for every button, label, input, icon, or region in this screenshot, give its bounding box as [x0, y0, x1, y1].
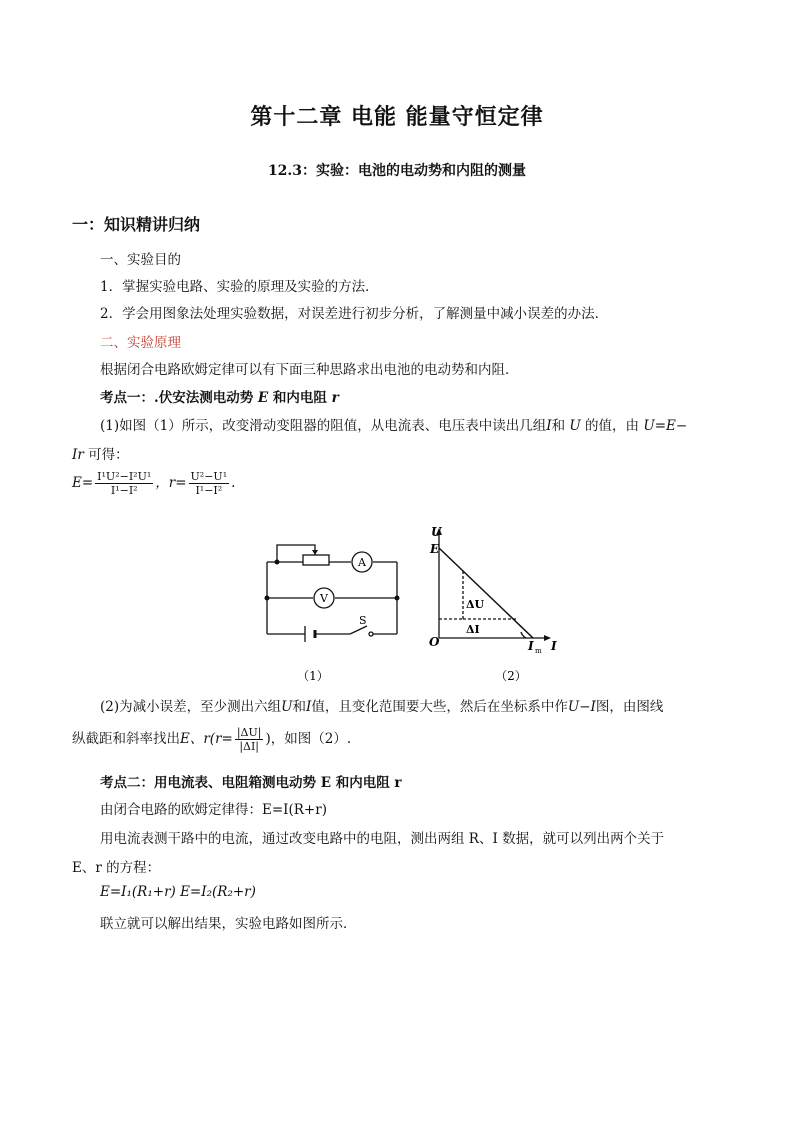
rheostat-tap-wire	[277, 545, 315, 562]
purpose-item-1: 1．掌握实验电路、实验的原理及实验的方法．	[100, 279, 379, 295]
paragraph-2-line-2	[72, 726, 351, 753]
figure2-caption: （2）	[495, 669, 527, 683]
formula-r-fraction	[189, 470, 230, 497]
p1-text-a: (1)如图（1）所示，改变滑动变阻器的阻值，从电流表、电压表中读出几组	[100, 418, 547, 434]
ammeter-label: A	[358, 556, 366, 569]
y-axis-label: U	[431, 525, 442, 539]
kd2-line-1: 由闭合电路的欧姆定律得：E=I(R+r)	[100, 802, 327, 818]
kd2-equations: E=I₁(R₁+r) E=I₂(R₂+r)	[100, 884, 256, 900]
p1-u-symbol: U	[569, 418, 581, 434]
p2-ui-symbol: U−I	[567, 699, 596, 715]
p1-text-e: 可得：	[88, 447, 129, 463]
ui-line	[439, 548, 533, 638]
purpose-heading: 一、实验目的	[100, 252, 181, 268]
p2-i-symbol: I	[306, 699, 312, 715]
paragraph-1-line-2	[72, 443, 129, 463]
paragraph-2-line-1	[100, 695, 663, 715]
purpose-item-2: 2．学会用图象法处理实验数据，对误差进行初步分析，了解测量中减小误差的办法．	[100, 306, 609, 322]
junction-dot	[265, 596, 270, 601]
formula-e-fraction	[95, 470, 153, 497]
formula-line	[72, 470, 235, 497]
origin-label: O	[429, 635, 440, 649]
x-axis-label: I	[551, 639, 557, 653]
im-label: I	[528, 639, 534, 653]
kd1-r-symbol: r	[331, 390, 339, 406]
principle-heading: 二、实验原理	[100, 335, 181, 351]
delta-i-label: ΔI	[466, 623, 480, 636]
section-subtitle: 12.3：实验：电池的电动势和内阻的测量	[267, 163, 527, 179]
p1-i-symbol: I	[546, 418, 552, 434]
p3-fraction	[235, 726, 264, 753]
p2-u-symbol: U	[281, 699, 293, 715]
formula-e-lhs: E=	[72, 475, 94, 491]
p3-er-symbol: E、r(r=	[180, 731, 233, 747]
ui-graph-2	[425, 518, 570, 690]
x-arrow-icon	[544, 635, 551, 641]
formula-e-denominator: I¹−I²	[110, 484, 138, 497]
junction-dot	[395, 596, 400, 601]
formula-r-numerator: U²−U¹	[190, 470, 228, 483]
p2-text-b: 和	[292, 699, 307, 715]
key-point-2-title: 考点二：用电流表、电阻箱测电动势 E 和内电阻 r	[100, 775, 402, 791]
kd1-title-text: 考点一：.伏安法测电动势	[100, 390, 254, 406]
voltmeter-label: V	[320, 592, 328, 605]
switch-contact	[369, 632, 373, 636]
p3-denominator: |ΔI|	[239, 740, 260, 753]
p1-text-b: 和	[551, 418, 566, 434]
p2-text-c: 值，且变化范围要大些，然后在坐标系中作	[311, 699, 568, 715]
delta-u-label: ΔU	[466, 598, 485, 611]
formula-e-numerator: I¹U²−I²U¹	[97, 470, 152, 483]
switch-label: S	[359, 614, 367, 627]
kd2-line-2: 用电流表测干路中的电流，通过改变电路中的电阻，测出两组 R、I 数据，就可以列出两个关于	[100, 831, 665, 847]
rheostat-arrow-icon	[312, 550, 318, 555]
slope-angle-arc	[521, 632, 526, 638]
p1-ir-symbol: Ir	[72, 447, 84, 463]
paragraph-1-line-1	[100, 414, 687, 434]
chapter-title: 第十二章 电能 能量守恒定律	[250, 104, 544, 130]
p1-text-c: 的值，由	[585, 418, 640, 434]
principle-text: 根据闭合电路欧姆定律可以有下面三种思路求出电池的电动势和内阻．	[100, 362, 519, 378]
formula-r-lhs: ，r=	[155, 475, 187, 491]
p2-text-d: 图，由图线	[595, 699, 664, 715]
kd2-line-3: E、r 的方程：	[72, 860, 161, 876]
p3-text-b: )，如图（2）.	[265, 731, 352, 747]
kd1-mid-text: 和内电阻	[272, 390, 327, 406]
p2-text-a: (2)为减小误差，至少测出六组	[100, 699, 282, 715]
circuit-diagram-1	[255, 530, 405, 690]
key-point-1-title	[100, 386, 339, 406]
im-subscript: m	[535, 647, 542, 655]
section-heading: 一：知识精讲归纳	[72, 215, 201, 234]
junction-dot	[275, 560, 280, 565]
e-label: E	[430, 542, 440, 556]
switch-lever	[350, 626, 367, 634]
figure1-caption: （1）	[297, 669, 329, 683]
p3-numerator: |ΔU|	[236, 726, 262, 739]
rheostat-body	[303, 555, 329, 565]
kd2-line-4: 联立就可以解出结果，实验电路如图所示．	[100, 916, 357, 932]
p1-equation: U=E−	[643, 418, 688, 434]
p3-text-a: 纵截距和斜率找出	[72, 731, 180, 747]
kd1-e-symbol: E	[257, 390, 269, 406]
formula-r-denominator: I¹−I²	[195, 484, 223, 497]
formula-end: .	[231, 475, 236, 491]
